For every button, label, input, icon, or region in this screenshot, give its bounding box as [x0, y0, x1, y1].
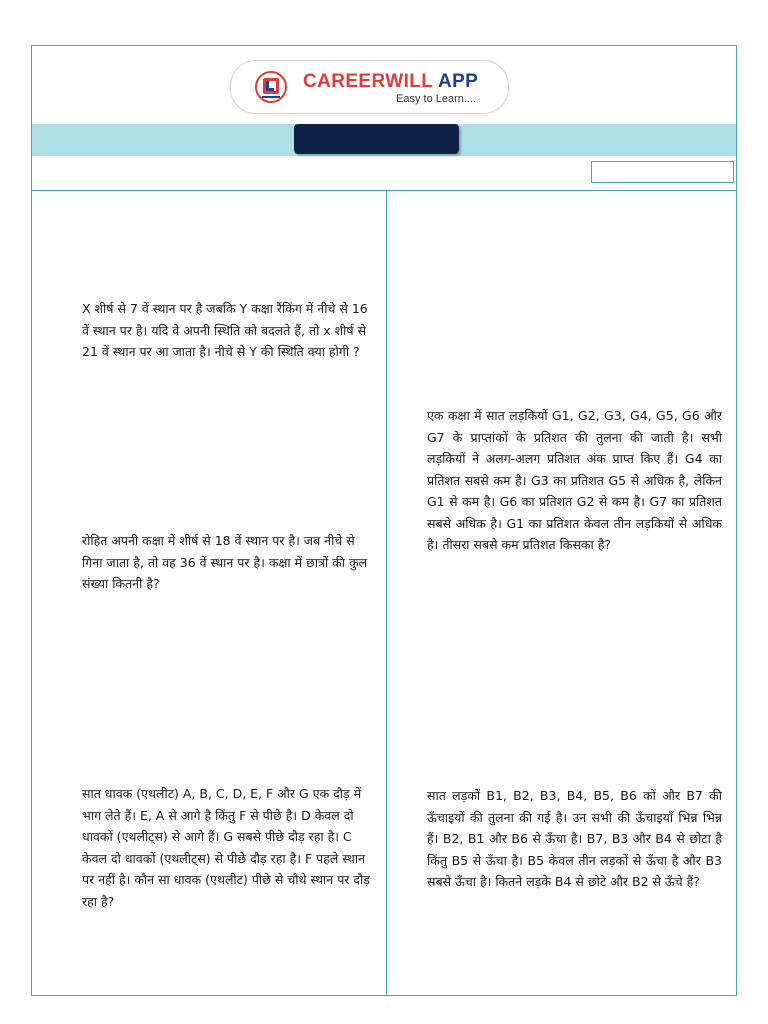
header-divider	[32, 190, 736, 191]
question-5: सात लड़कों B1, B2, B3, B4, B5, B6 कों और B7 की ऊँचाइयों की तुलना की गई है। उन सभी की ऊँचाइयाँ भिन्न भिन्न हैं। B2, B1 और B6 से ऊँचा है। B7, B3 और B4 से छोटा है किंतु B5 से ऊँचा है। B5 केवल तीन लड़कों से ऊँचा है और B3 सबसे ऊँचा है। कितने लड़के B4 से छोटे और B2 से ऊँचे हैं?	[427, 788, 722, 889]
question-4: सात धावक (एथलीट) A, B, C, D, E, F और G एक दौड़ में भाग लेते हैं। E, A से आगे है किंतु F से पीछे है। D केवल दो धावकों (एथलीट्स) से आगे हैं। G सबसे पीछे दौड़ रहा है। C केवल दो धावकों (एथलीट्स) से पीछे दौड़ रहा है। F पहले स्थान पर नहीं है। कौन सा धावक (एथलीट) पीछे से चौथे स्थान पर दौड़ रहा है?	[82, 786, 370, 909]
question-3: रोहित अपनी कक्षा में शीर्ष से 18 वें स्थान पर है। जब नीचे से गिना जाता है, तो वह 36 वें स्थान पर है। कक्षा में छात्रों की कुल संख्या कितनी है?	[82, 533, 368, 591]
brand-tagline: Easy to Learn....	[396, 93, 477, 105]
careerwill-logo-icon	[255, 71, 287, 103]
question-1: X शीर्ष से 7 वें स्थान पर है जबकि Y कक्षा रैंकिंग में नीचे से 16 वें स्थान पर है। यदि वे अपनी स्थिति को बदलते हैं, तो x शीर्ष से 21 वें स्थान पर आ जाता है। नीचे से Y की स्थिति क्या होगी ?	[82, 301, 368, 359]
logo-banner	[230, 60, 509, 114]
brand-name	[303, 71, 478, 93]
question-2: एक कक्षा में सात लड़कियों G1, G2, G3, G4, G5, G6 और G7 के प्राप्तांकों के प्रतिशत की तुलना की जाती है। सभी लड़कियों ने अलग-अलग प्रतिशत अंक प्राप्त किए हैं। G4 का प्रतिशत सबसे कम है। G3 का प्रतिशत G5 से अधिक है, लेकिन G1 से कम है। G6 का प्रतिशत G2 से कम है। G7 का प्रतिशत सबसे अधिक है। G1 का प्रतिशत केवल तीन लड़कियों से अधिक है। तीसरा सबसे कम प्रतिशत किसका है?	[427, 408, 722, 552]
column-divider	[386, 190, 387, 995]
brand-name-part1: CAREERWILL	[303, 71, 433, 92]
info-box	[591, 161, 734, 183]
title-tab	[294, 124, 459, 154]
brand-name-part2: APP	[432, 71, 479, 92]
